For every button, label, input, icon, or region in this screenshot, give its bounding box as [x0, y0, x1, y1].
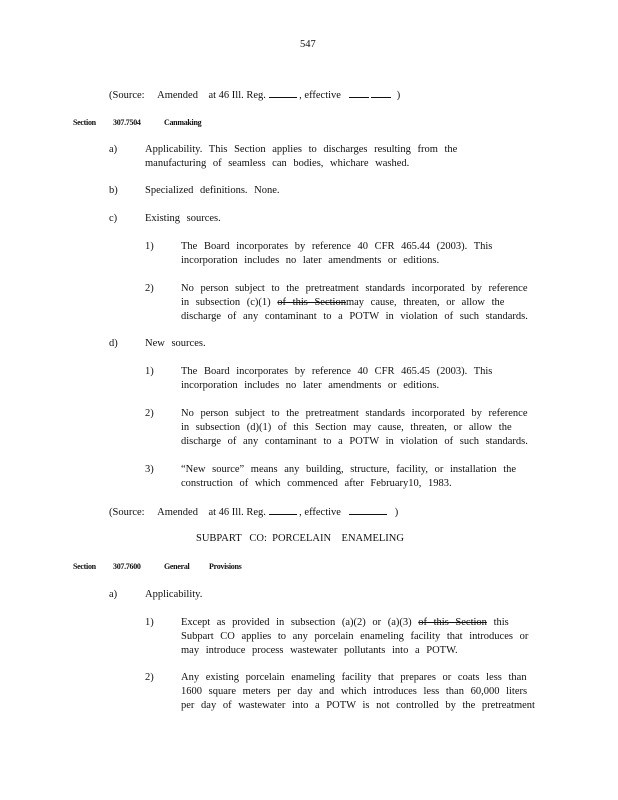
effective-blank-1 [349, 88, 369, 98]
item-mark: d) [109, 338, 118, 349]
paragraph-line: Subpart CO applies to any porcelain enameling facility that introduces or [181, 631, 529, 642]
paragraph-line: manufacturing of seamless can bodies, whichare washed. [145, 158, 410, 169]
paragraph-line: in subsection (d)(1) of this Section may cause, threaten, or allow the [181, 422, 512, 433]
text-segment: Except as provided in subsection (a)(2) or (a)(3) [181, 617, 412, 628]
section-number: 307.7504 [113, 118, 141, 127]
section-label: Section [73, 562, 96, 571]
effective-blank [349, 505, 387, 515]
paragraph-line: No person subject to the pretreatment standards incorporated by reference [181, 408, 528, 419]
source-reg: at 46 Ill. Reg. [208, 90, 266, 101]
paragraph-line: Specialized definitions. None. [145, 185, 280, 196]
source-prefix: (Source: [109, 507, 145, 518]
source-note [109, 505, 398, 520]
paragraph-line: construction of which commenced after February10, 1983. [181, 478, 452, 489]
paragraph-line: The Board incorporates by reference 40 CFR 465.44 (2003). This [181, 241, 493, 252]
paragraph-line: 1600 square meters per day and which introduces less than 60,000 liters [181, 686, 528, 697]
item-mark: 2) [145, 283, 154, 294]
source-amended: Amended [157, 507, 198, 518]
item-mark: a) [109, 144, 118, 155]
source-prefix: (Source: [109, 90, 145, 101]
item-mark: 2) [145, 408, 154, 419]
source-effective: , effective [299, 507, 341, 518]
section-title: Canmaking [164, 118, 202, 127]
paragraph-line [181, 296, 504, 310]
item-mark: 3) [145, 464, 154, 475]
paragraph-line: may introduce process wastewater pollutants into a POTW. [181, 645, 458, 656]
source-reg: at 46 Ill. Reg. [208, 507, 266, 518]
paragraph-line: Applicability. This Section applies to discharges resulting from the [145, 144, 458, 155]
reg-blank [269, 88, 297, 98]
paragraph-line: discharge of any contaminant to a POTW in violation of such standards. [181, 436, 528, 447]
item-mark: c) [109, 213, 118, 224]
source-note [109, 88, 400, 103]
text-segment: this [493, 617, 509, 628]
item-mark: 1) [145, 617, 154, 628]
paragraph-line [181, 616, 509, 630]
paragraph-line: incorporation includes no later amendments or editions. [181, 380, 440, 391]
section-title: General [164, 562, 190, 571]
source-effective: , effective [299, 90, 341, 101]
paragraph-line: Existing sources. [145, 213, 221, 224]
struck-text: of this Section [277, 297, 346, 308]
text-segment: in subsection (c)(1) [181, 297, 271, 308]
item-mark: 1) [145, 366, 154, 377]
paragraph-line: per day of wastewater into a POTW is not controlled by the pretreatment [181, 700, 535, 711]
paragraph-line: incorporation includes no later amendments or editions. [181, 255, 440, 266]
item-mark: b) [109, 185, 118, 196]
reg-blank [269, 505, 297, 515]
item-mark: 2) [145, 672, 154, 683]
subpart-heading: SUBPART CO: PORCELAIN ENAMELING [196, 533, 404, 544]
effective-blank-2 [371, 88, 391, 98]
paragraph-line: The Board incorporates by reference 40 CFR 465.45 (2003). This [181, 366, 493, 377]
text-segment: may cause, threaten, or allow the [345, 297, 505, 308]
page-number: 547 [300, 39, 316, 50]
section-title: Provisions [209, 562, 242, 571]
paragraph-line: No person subject to the pretreatment standards incorporated by reference [181, 283, 528, 294]
section-label: Section [73, 118, 96, 127]
paragraph-line: Applicability. [145, 589, 203, 600]
paragraph-line: “New source” means any building, structure, facility, or installation the [181, 464, 517, 475]
section-number: 307.7600 [113, 562, 141, 571]
struck-text: of this Section [418, 617, 487, 628]
source-amended: Amended [157, 90, 198, 101]
source-close: ) [394, 507, 399, 518]
paragraph-line: discharge of any contaminant to a POTW in violation of such standards. [181, 311, 528, 322]
item-mark: a) [109, 589, 118, 600]
paragraph-line: New sources. [145, 338, 206, 349]
source-close: ) [396, 90, 401, 101]
paragraph-line: Any existing porcelain enameling facility that prepares or coats less than [181, 672, 527, 683]
item-mark: 1) [145, 241, 154, 252]
